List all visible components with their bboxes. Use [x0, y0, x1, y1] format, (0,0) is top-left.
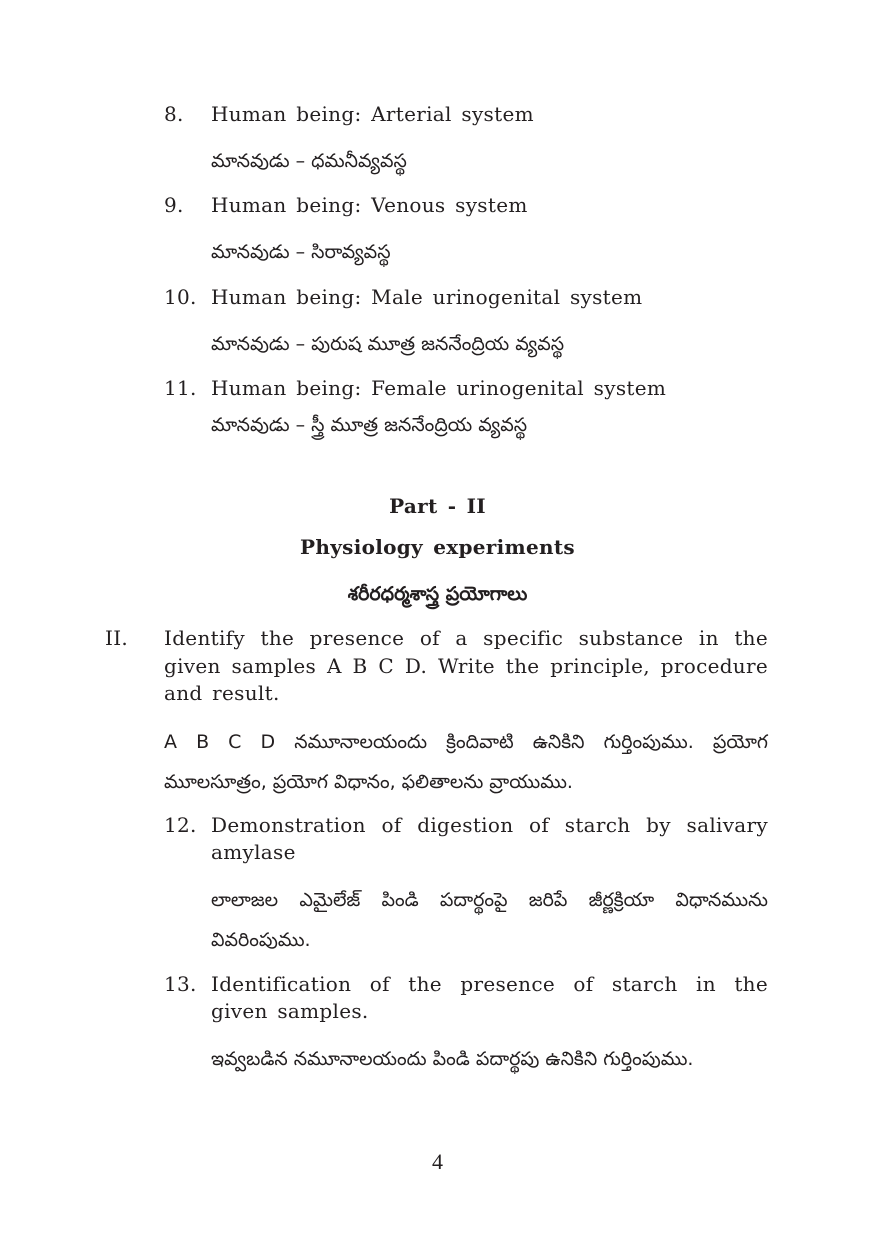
section-telugu-line: A B C D నమూనాలయందు క్రిందివాటి ఉనికిని గుర్తింపుము. ప్రయోగ: [164, 731, 768, 753]
item-title: Human being: Male urinogenital system: [211, 285, 643, 309]
item-telugu: మానవుడు – పురుష మూత్ర జననేంద్రియ వ్యవస్థ: [211, 333, 565, 355]
item-number: 9.: [164, 193, 184, 217]
item-telugu-line: ఇవ్వబడిన నమూనాలయందు పిండి పదార్థపు ఉనికిని గుర్తింపుము.: [211, 1048, 694, 1070]
item-title: Human being: Female urinogenital system: [211, 376, 667, 400]
item-number: 12.: [164, 813, 197, 837]
item-telugu: మానవుడు – సిరావ్యవస్థ: [211, 241, 391, 263]
section-subheading: Physiology experiments: [300, 535, 575, 559]
item-telugu: మానవుడు – ధమనీవ్యవస్థ: [211, 150, 407, 172]
part-heading: Part - II: [389, 494, 486, 518]
item-title: Human being: Arterial system: [211, 102, 534, 126]
section-telugu-line: మూలసూత్రం, ప్రయోగ విధానం, ఫలితాలను వ్రాయుము.: [164, 771, 573, 793]
item-telugu-line: వివరింపుము.: [211, 929, 311, 951]
item-line: Identification of the presence of starch in the: [211, 972, 768, 996]
item-line: Demonstration of digestion of starch by salivary: [211, 813, 768, 837]
section-line: Identify the presence of a specific substance in the: [164, 626, 768, 650]
item-title: Human being: Venous system: [211, 193, 528, 217]
item-number: 11.: [164, 376, 197, 400]
item-number: 10.: [164, 285, 197, 309]
item-telugu-line: లాలాజల ఎమైలేజ్ పిండి పదార్థంపై జరిపే జీర్ణక్రియా విధానమును: [211, 889, 768, 911]
item-telugu: మానవుడు – స్త్రీ మూత్ర జననేంద్రియ వ్యవస్థ: [211, 414, 528, 436]
section-line: and result.: [164, 681, 280, 705]
telugu-heading: శరీరధర్మశాస్త్ర ప్రయోగాలు: [347, 583, 528, 605]
section-line: given samples A B C D. Write the principle, procedure: [164, 654, 768, 678]
page-number: 4: [432, 1149, 443, 1174]
item-number: 8.: [164, 102, 184, 126]
item-line: amylase: [211, 840, 296, 864]
item-line: given samples.: [211, 999, 369, 1023]
section-number: II.: [105, 626, 129, 650]
item-number: 13.: [164, 972, 197, 996]
